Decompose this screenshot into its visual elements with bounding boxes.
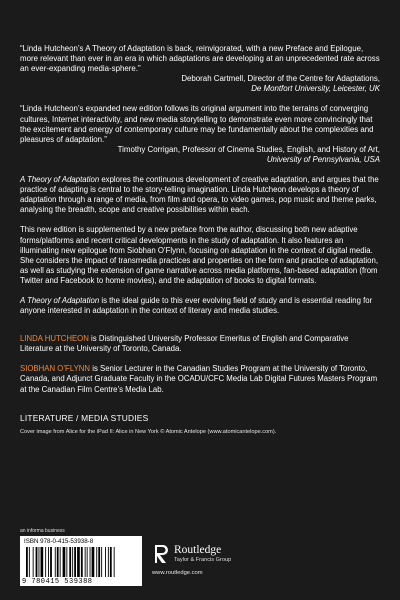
publisher-url[interactable]: www.routledge.com [152,570,203,576]
description-paragraph-3 [20,296,380,316]
author-name: SIOBHAN O’FLYNN [20,364,91,374]
attribution-institution: De Montfort University, Leicester, UK [251,84,380,94]
routledge-logo [152,542,272,582]
review-quote-1 [20,44,380,94]
attribution-name: Timothy Corrigan, Professor of Cinema Studies, English, and History of Art, [117,144,380,154]
description-paragraph-1 [20,175,380,215]
review-quote-2 [20,104,380,165]
subject-category: LITERATURE / MEDIA STUDIES [20,412,149,423]
quote-attribution [20,145,380,165]
book-title: A Theory of Adaptation [20,175,100,185]
book-title: A Theory of Adaptation [20,295,100,305]
author-name: LINDA HUTCHEON [20,334,89,344]
attribution-institution: University of Pennsylvania, USA [266,154,380,164]
quote-attribution [20,74,380,94]
cover-image-credit: Cover image from Alice for the iPad II: Alice in New York © Atomic Antelope (www.atomicantelope.com). [20,428,277,435]
author-bio-1 [20,334,380,354]
author-bio-text: is Senior Lecturer in the Canadian Studies Program at the University of Toronto, Canada, and Adjunct Graduate Faculty in the OCADU/CFC Media Lab Digital Futures Masters Program at the Canadian Film Centre’s Media Lab. [20,364,378,394]
publisher-group: Taylor & Francis Group [174,557,232,563]
informa-tagline: an informa business [20,528,65,534]
quote-text: “Linda Hutcheon’s expanded new edition follows its original argument into the terrains of converging cultures, Internet interactivity, and new media storytelling to demonstrate even more convincingly that the excitement and energy of contemporary culture may be fundamentally about the complexities and pleasures of adaptation.” [20,104,374,144]
content [20,44,380,436]
description-paragraph-2: This new edition is supplemented by a new preface from the author, discussing both new adaptive forms/platforms and recent critical developments in the study of adaptation. It also features an illuminating new epilogue from Siobhan O’Flynn, focusing on adaptation in the context of digital media. She considers the impact of transmedia practices and properties on the form and practice of adaptation, as well as studying the extension of game narrative across media platforms, fan-based adaptation (from Twitter and Facebook to home movies), and the adaptation of books to digital formats. [20,225,378,285]
paragraph-text: is the ideal guide to this ever evolving field of study and is essential reading for anyone interested in adaptation in the context of literary and media studies. [20,295,373,316]
isbn-digits: 9 780415 539388 [22,578,93,586]
publisher-name: Routledge [174,544,222,556]
paragraph-text: explores the continuous development of creative adaptation, and argues that the practice of adapting is central to the story-telling imagination. Linda Hutcheon develops a theory of adaptation through a range of media, from film and opera, to video games, pop music and theme parks, analysing the breadth, scope and creative possibilities within each. [20,175,379,215]
isbn-label: ISBN 978-0-415-53938-8 [24,538,94,545]
author-bio-text: is Distinguished University Professor Emeritus of English and Comparative Literature at the University of Toronto, Canada. [20,334,349,354]
attribution-name: Deborah Cartmell, Director of the Centre for Adaptations, [181,74,380,84]
barcode-icon [26,547,136,577]
routledge-r-icon [152,544,170,564]
publisher-bar [20,528,380,588]
quote-text: “Linda Hutcheon’s A Theory of Adaptation is back, reinvigorated, with a new Preface and Epilogue, more relevant than ever in an era in which adaptations are developing at an unprecedented rate across an ever-expanding media-sphere.” [20,44,380,74]
author-bio-2 [20,364,380,394]
isbn-barcode-box [20,536,142,586]
